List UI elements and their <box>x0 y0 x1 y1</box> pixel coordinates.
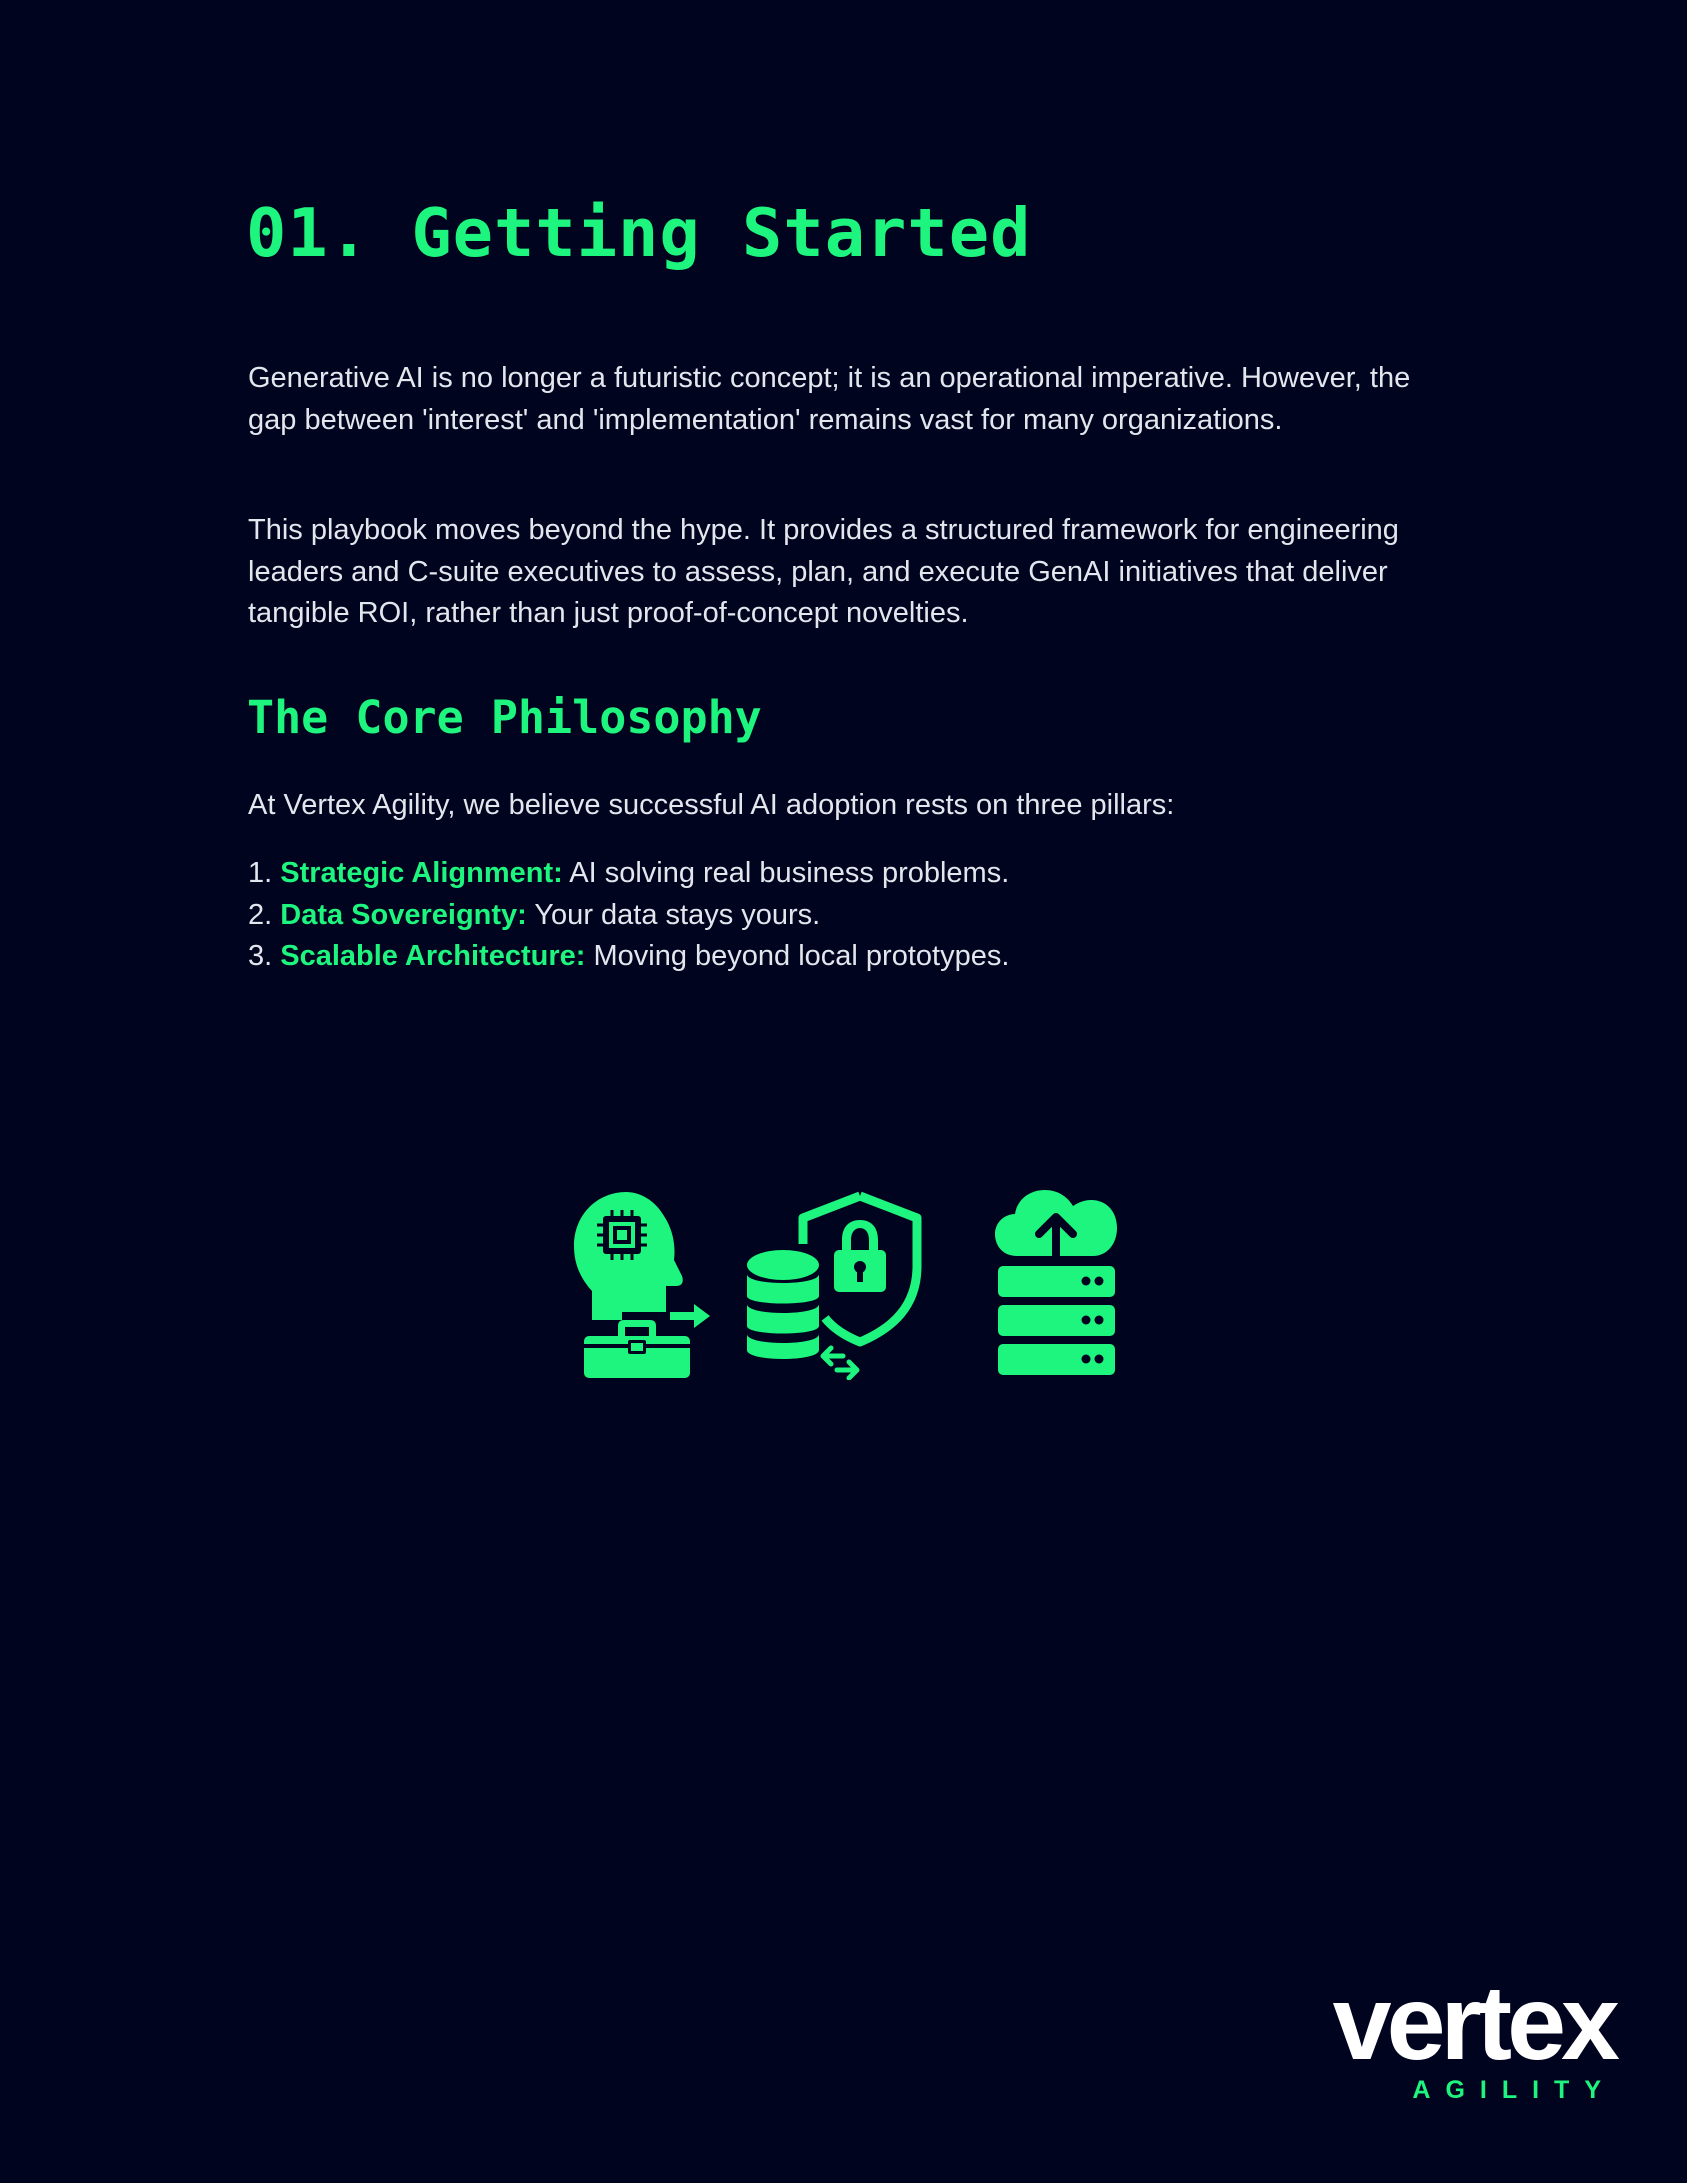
philosophy-heading: The Core Philosophy <box>247 691 762 744</box>
intro-paragraph-1: Generative AI is no longer a futuristic concept; it is an operational imperative. However, the gap between 'interest' and 'implementation' remains vast for many organizations. <box>248 362 1411 436</box>
list-item <box>248 936 1009 978</box>
logo-wordmark: vertex <box>1332 1964 1615 2082</box>
pillar-text: Moving beyond local prototypes. <box>593 940 1010 972</box>
list-item <box>248 895 1009 937</box>
pillar-number: 3. <box>248 940 273 972</box>
philosophy-lead: At Vertex Agility, we believe successful AI adoption rests on three pillars: <box>248 789 1175 821</box>
cloud-server-icon <box>995 1188 1120 1380</box>
logo-subtitle: AGILITY <box>1412 2076 1616 2104</box>
pillar-text: Your data stays yours. <box>534 898 821 931</box>
pillar-number: 2. <box>248 898 273 931</box>
pillar-number: 1. <box>248 857 273 889</box>
pillar-name: Data Sovereignty: <box>280 898 527 931</box>
data-security-icon <box>745 1188 925 1380</box>
pillar-text: AI solving real business problems. <box>569 857 1010 889</box>
pillar-name: Strategic Alignment: <box>280 857 563 889</box>
intro-paragraph-2: This playbook moves beyond the hype. It provides a structured framework for engineering leaders and C-suite executives to assess, plan, and execute GenAI initiatives that deliver tangible ROI, rather than just proof-of-concept novelties. <box>248 514 1399 629</box>
pillar-icons <box>570 1188 1120 1380</box>
page-title: 01. Getting Started <box>246 194 1032 272</box>
vertex-agility-logo <box>1300 1964 1630 2110</box>
ai-business-icon <box>570 1188 720 1380</box>
pillar-list <box>248 853 1009 978</box>
pillar-name: Scalable Architecture: <box>280 940 586 972</box>
list-item <box>248 853 1009 895</box>
